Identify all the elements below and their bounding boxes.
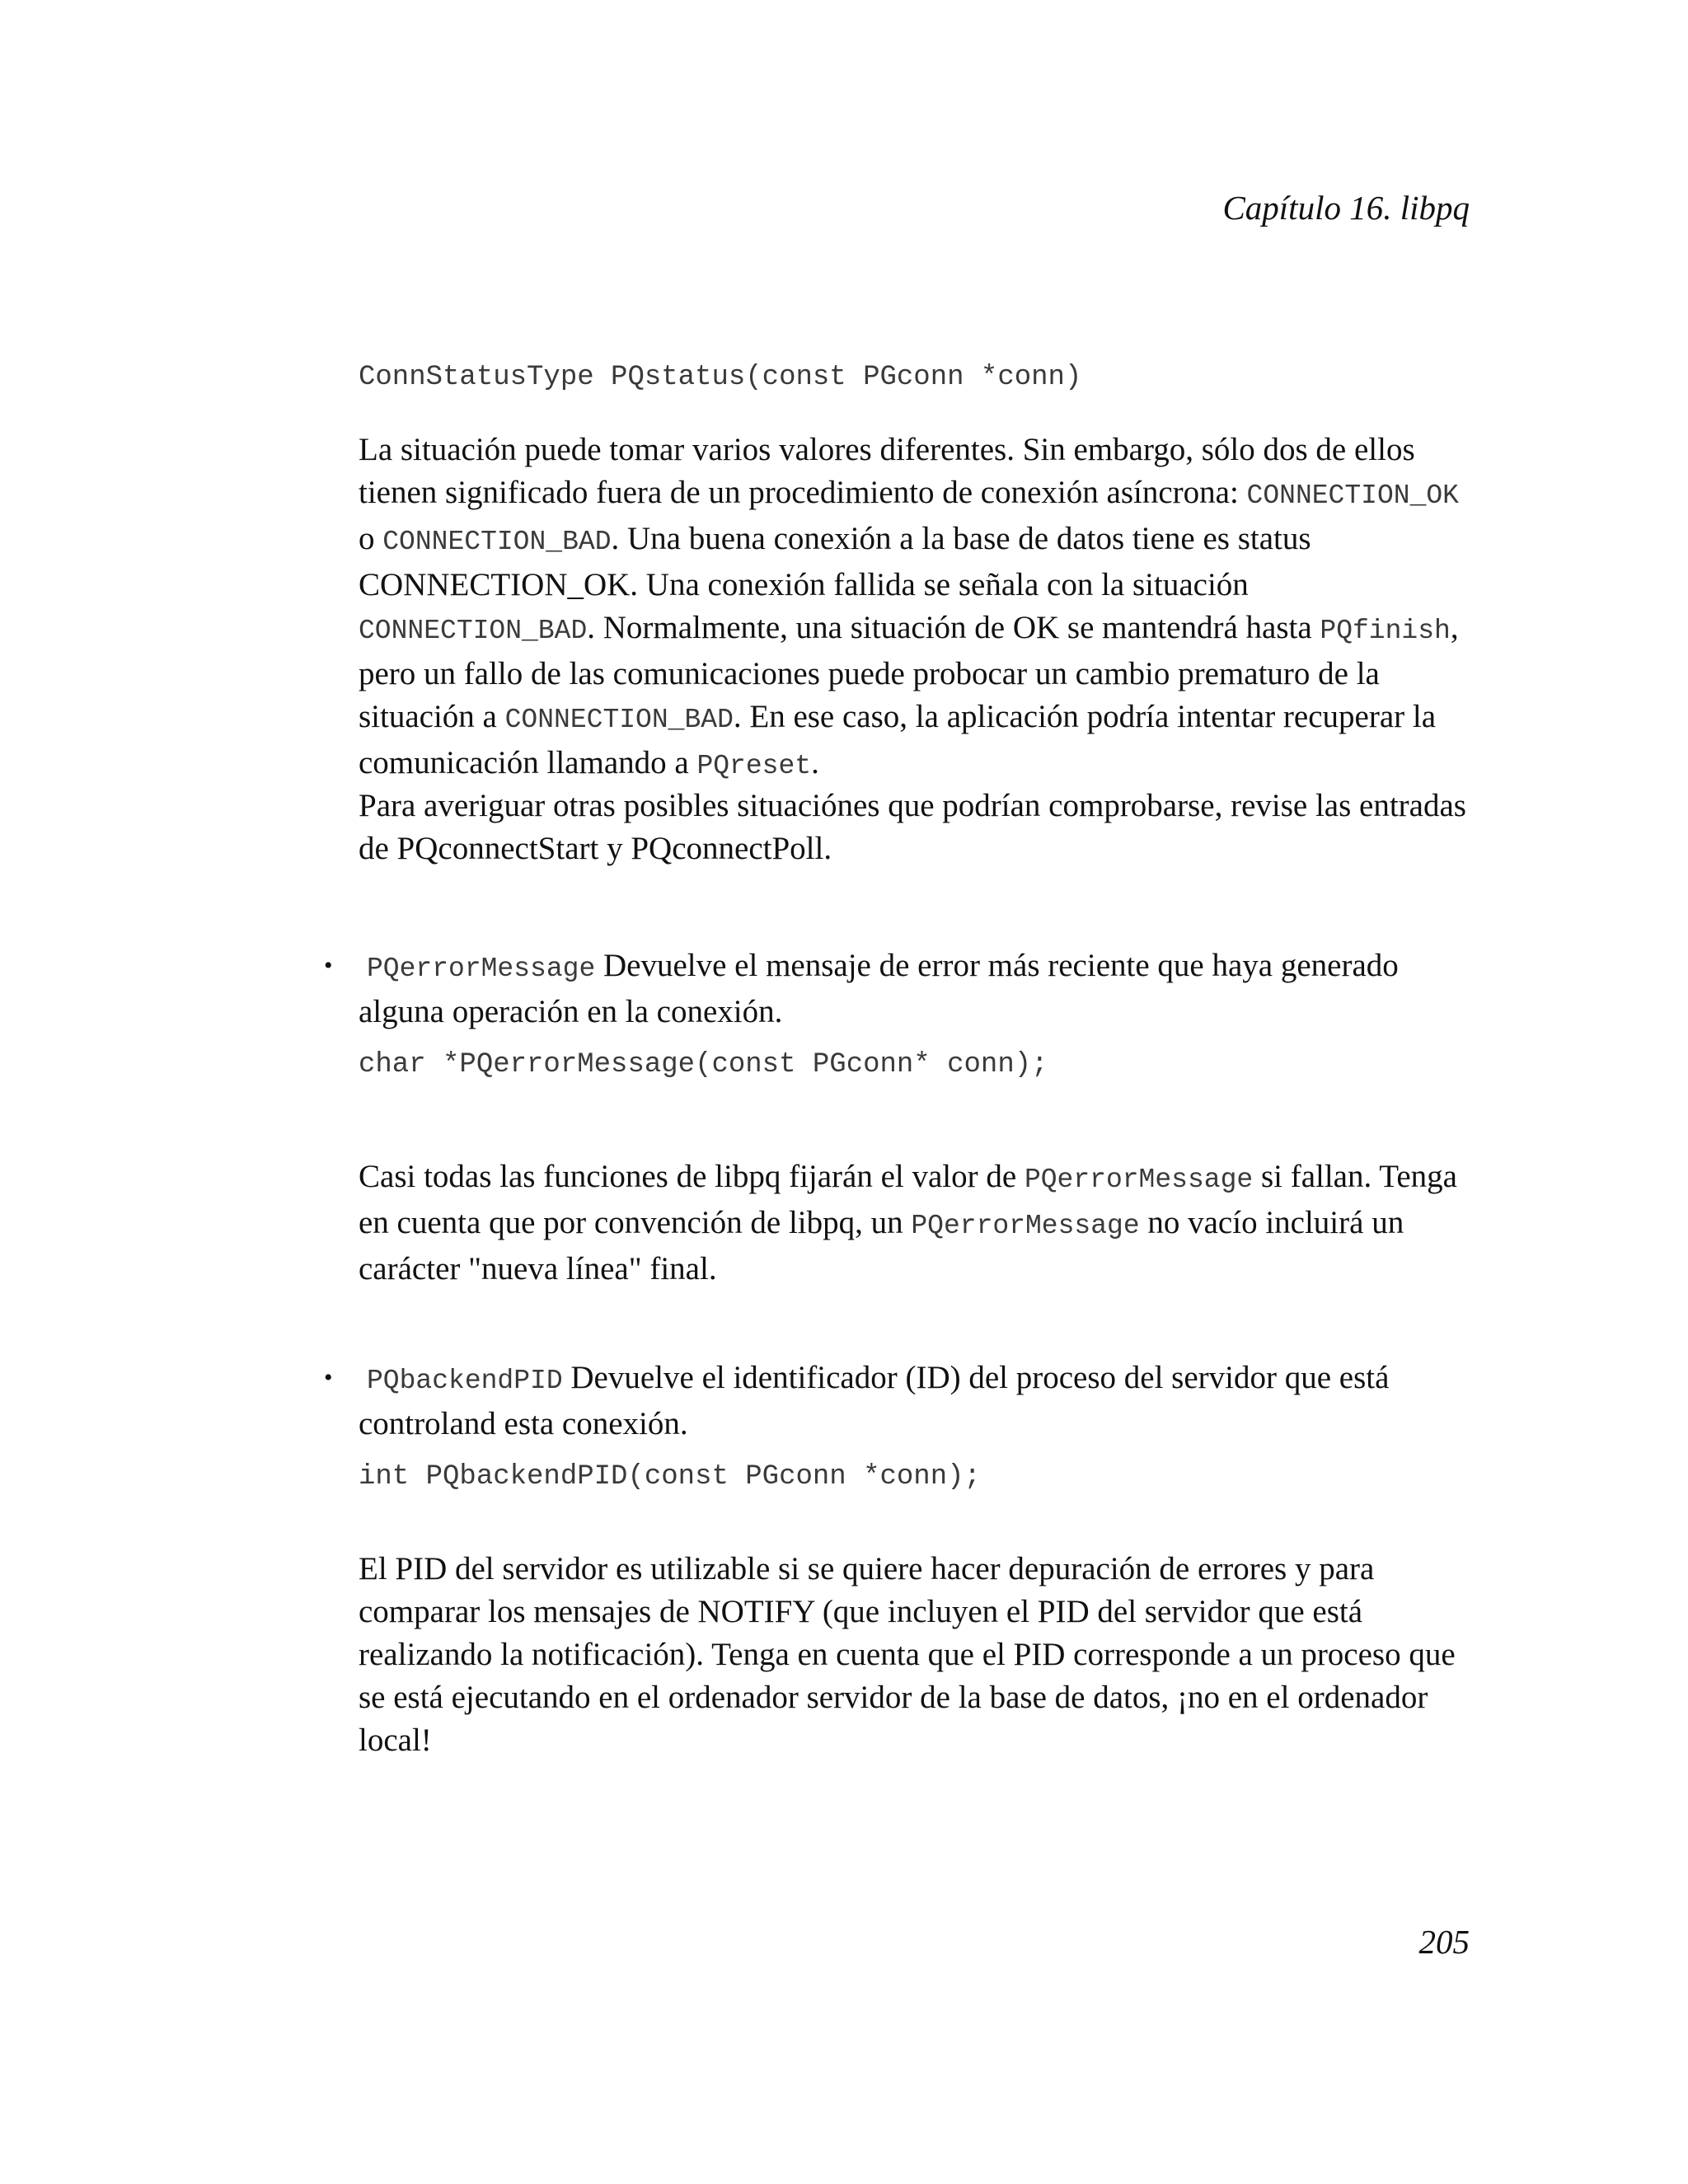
code-pqfinish: PQfinish	[1320, 616, 1451, 646]
code-pqerrormessage: PQerrorMessage	[367, 954, 596, 984]
running-header: Capítulo 16. libpq	[1222, 189, 1470, 227]
code-connection-bad: CONNECTION_BAD	[504, 705, 734, 735]
code-pqreset: PQreset	[696, 751, 812, 781]
code-connection-bad: CONNECTION_BAD	[382, 527, 612, 557]
code-connection-ok: CONNECTION_OK	[1246, 480, 1459, 511]
pqerrormessage-item: PQerrorMessage Devuelve el mensaje de error más reciente que haya generado alguna operación en la conexión.	[359, 948, 1399, 1029]
pqbackendpid-signature: int PQbackendPID(const PGconn *conn);	[359, 1461, 981, 1493]
pqbackendpid-item: PQbackendPID Devuelve el identificador (ID) del proceso del servidor que está controland esta conexión.	[359, 1360, 1390, 1441]
pqstatus-see-also: Para averiguar otras posibles situaciónes que podrían comprobarse, revise las entradas de PQconnectStart y PQconnectPoll.	[359, 788, 1466, 866]
pqbackendpid-description: El PID del servidor es utilizable si se quiere hacer depuración de errores y para comparar los mensajes de NOTIFY (que incluyen el PID del servidor que está realizando la notificación). Tenga en cuenta que el PID corresponde a un proceso que se está ejecutando en el ordenador servidor de la base de datos, ¡no en el ordenador local!	[359, 1551, 1456, 1758]
code-pqerrormessage: PQerrorMessage	[911, 1211, 1140, 1241]
pqstatus-description: La situación puede tomar varios valores diferentes. Sin embargo, sólo dos de ellos tienen significado fuera de un procedimiento de conexión asíncrona: CONNECTION_OK o CONNECTION_BAD. Una buena conexión a la base de datos tiene es status CONNECTION_OK. Una conexión fallida se señala con la situación CONNECTION_BAD. Normalmente, una situación de OK se mantendrá hasta PQfinish, pero un fallo de las comunicaciones puede probocar un cambio prematuro de la situación a CONNECTION_BAD. En ese caso, la aplicación podría intentar recuperar la comunicación llamando a PQreset.	[359, 432, 1459, 781]
pqerrormessage-signature: char *PQerrorMessage(const PGconn* conn);	[359, 1049, 1048, 1080]
page-number: 205	[1418, 1923, 1470, 1961]
code-pqbackendpid: PQbackendPID	[367, 1366, 563, 1396]
pqerrormessage-description: Casi todas las funciones de libpq fijarán el valor de PQerrorMessage si fallan. Tenga en cuenta que por convención de libpq, un PQerrorMessage no vacío incluirá un carácter "nueva línea" final.	[359, 1159, 1457, 1286]
pqstatus-signature: ConnStatusType PQstatus(const PGconn *conn)	[359, 362, 1082, 393]
bullet-icon: •	[324, 952, 333, 979]
code-pqerrormessage: PQerrorMessage	[1024, 1165, 1254, 1195]
bullet-icon: •	[324, 1364, 333, 1391]
code-connection-bad: CONNECTION_BAD	[359, 616, 588, 646]
